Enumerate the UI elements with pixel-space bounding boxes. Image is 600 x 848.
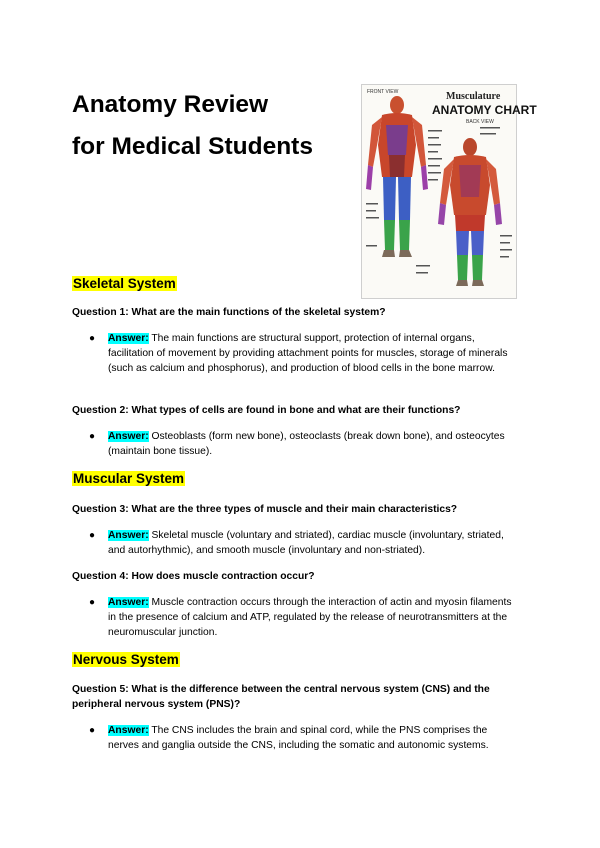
answer-2 — [89, 429, 518, 459]
chart-corner-label: FRONT VIEW — [367, 89, 399, 95]
chart-heading-1: Musculature — [446, 91, 501, 102]
answer-4 — [89, 595, 518, 641]
answer-text: Muscle contraction occurs through the interaction of actin and myosin filaments in the presence of calcium and ATP, regulated by the release of neurotransmitters at the neuromuscular junction. — [108, 597, 512, 639]
answer-label: Answer: — [108, 725, 149, 736]
question-3: Question 3: What are the three types of muscle and their main characteristics? — [72, 504, 458, 515]
answer-label: Answer: — [108, 431, 149, 442]
answer-1 — [89, 331, 518, 377]
chart-heading-2: ANATOMY CHART — [432, 103, 537, 117]
answer-text: The CNS includes the brain and spinal cord, while the PNS comprises the nerves and ganglia outside the CNS, including the somatic and autonomic systems. — [108, 725, 489, 752]
musculature-anatomy-chart-image — [361, 84, 537, 299]
answer-label: Answer: — [108, 597, 149, 608]
question-4: Question 4: How does muscle contraction occur? — [72, 571, 315, 582]
answer-label: Answer: — [108, 333, 149, 344]
section-heading-skeletal: Skeletal System — [73, 276, 176, 291]
question-5: Question 5: What is the difference between the central nervous system (CNS) and the peripheral nervous system (PNS)? — [72, 684, 490, 711]
question-2: Question 2: What types of cells are found in bone and what are their functions? — [72, 405, 461, 416]
bullet-icon: ● — [89, 725, 96, 736]
bullet-icon: ● — [89, 597, 96, 608]
bullet-icon: ● — [89, 431, 96, 442]
question-1: Question 1: What are the main functions of the skeletal system? — [72, 307, 386, 318]
answer-text: Skeletal muscle (voluntary and striated), cardiac muscle (involuntary, striated, and autorhythmic), and smooth muscle (involuntary and non-striated). — [108, 530, 504, 557]
bullet-icon: ● — [89, 333, 96, 344]
bullet-icon: ● — [89, 530, 96, 541]
answer-5 — [89, 723, 518, 753]
title-line-2: for Medical Students — [72, 133, 313, 160]
anatomy-chart-illustration — [362, 85, 537, 298]
answer-text: The main functions are structural support, protection of internal organs, facilitation of movement by providing attachment points for muscles, storage of minerals (such as calcium and phosphorus), and production of blood cells in the bone marrow. — [108, 333, 508, 375]
section-heading-muscular: Muscular System — [73, 471, 185, 486]
answer-3 — [89, 528, 518, 558]
answer-label: Answer: — [108, 530, 149, 541]
title-line-1: Anatomy Review — [72, 91, 269, 118]
answer-text: Osteoblasts (form new bone), osteoclasts (break down bone), and osteocytes (maintain bone tissue). — [108, 431, 505, 458]
document-title — [72, 84, 313, 168]
chart-subheading: BACK VIEW — [466, 119, 494, 125]
section-heading-nervous: Nervous System — [73, 652, 179, 667]
